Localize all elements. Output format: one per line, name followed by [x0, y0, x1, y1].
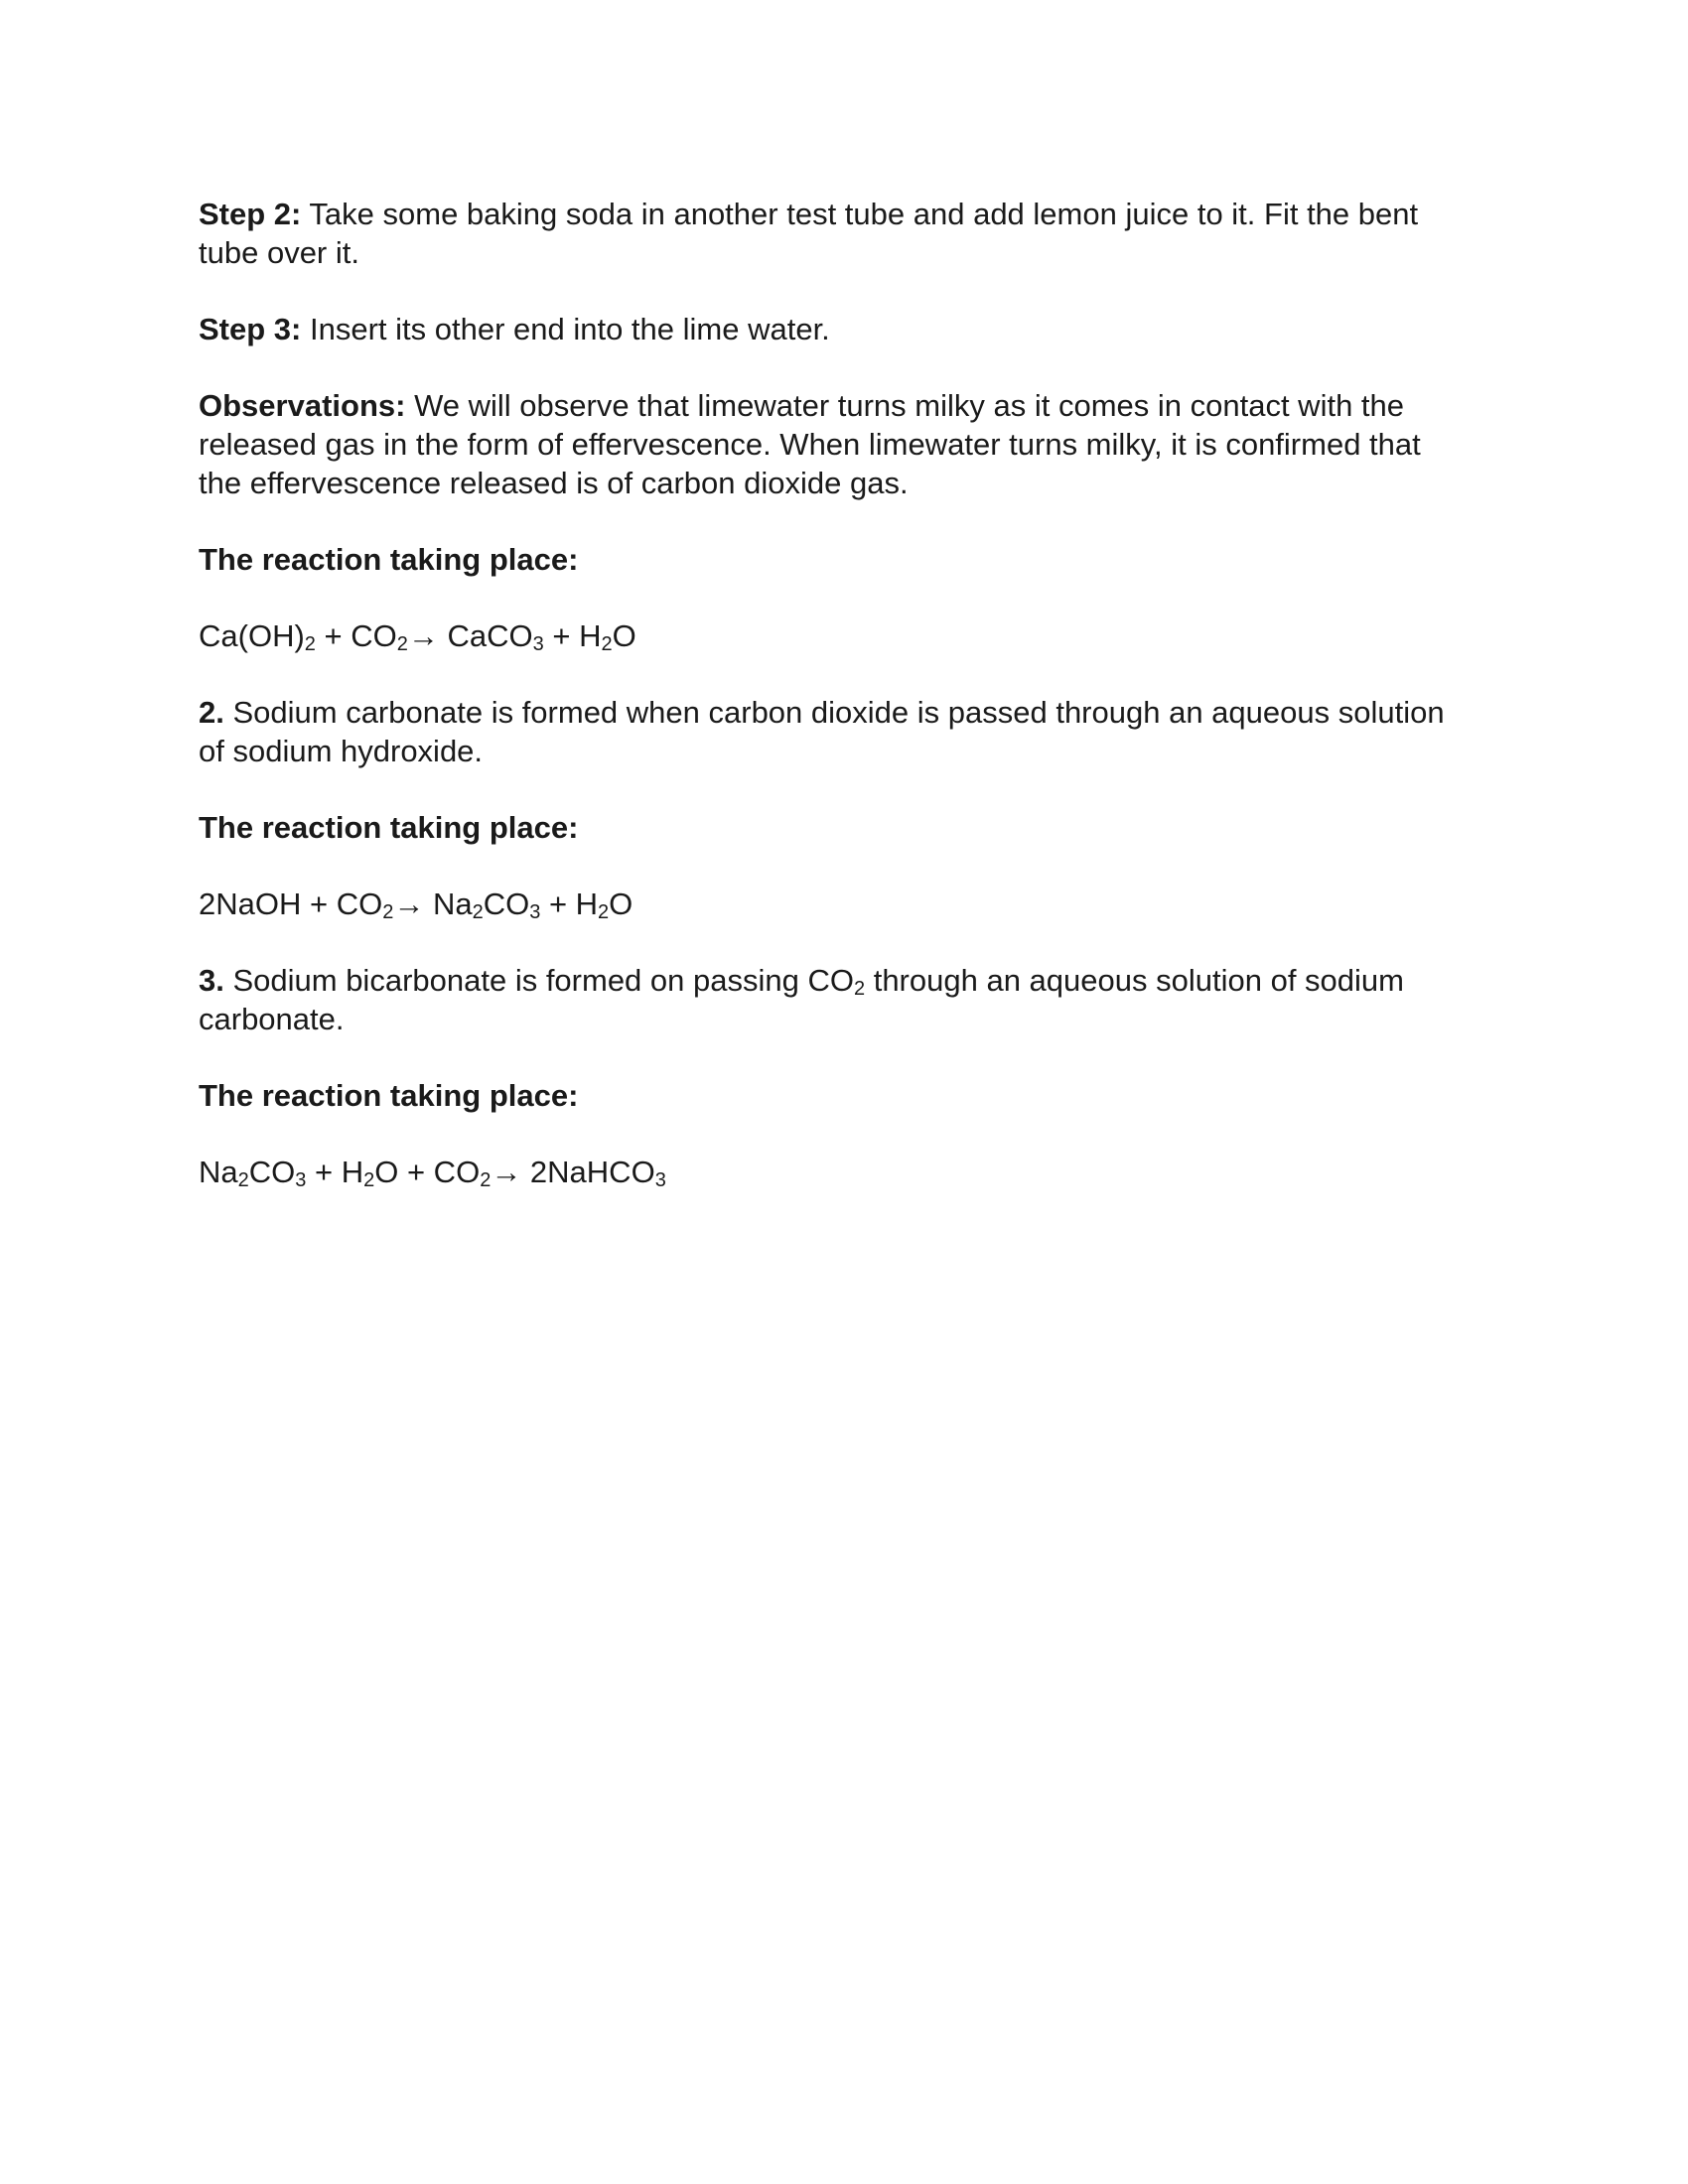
- step-3-label: Step 3:: [199, 312, 302, 346]
- observations-label: Observations:: [199, 388, 406, 423]
- equation-limewater: $Ca(OH)_2 + CO_2\to$ CaCO$_3$ + $H_2O$: [199, 618, 636, 655]
- step-2-label: Step 2:: [199, 197, 302, 231]
- step-3-text: Insert its other end into the lime water.: [301, 312, 830, 346]
- observations-text: We will observe that limewater turns milky as it comes in contact with the released gas in the form of effervescence. When limewater turns milky, it is confirmed that the effervescence released is of carbon dioxide gas.: [199, 388, 1421, 500]
- equation-sodium-bicarbonate: $Na_2CO_3 + H_2O + CO_2\to$ 2NaHCO$_3$: [199, 1155, 666, 1191]
- step-2-paragraph: [199, 195, 1450, 272]
- item-2-label: 2.: [199, 695, 224, 730]
- step-2-text: Take some baking soda in another test tube and add lemon juice to it. Fit the bent tube over it.: [199, 197, 1419, 270]
- item-3-label: 3.: [199, 963, 224, 998]
- step-3-paragraph: [199, 310, 1450, 348]
- item-2-text: Sodium carbonate is formed when carbon dioxide is passed through an aqueous solution of sodium hydroxide.: [199, 695, 1445, 768]
- equation-sodium-carbonate: 2NaOH + $CO_2\to Na_2CO_3 + H_2O$: [199, 887, 633, 923]
- item-2-paragraph: [199, 693, 1450, 770]
- document-page: [199, 195, 1450, 1229]
- reaction-heading-1: The reaction taking place:: [199, 542, 579, 577]
- reaction-heading-3: The reaction taking place:: [199, 1078, 579, 1113]
- item-3-paragraph: 3. Sodium bicarbonate is formed on passing $CO_2$ through an aqueous solution of sodium carbonate.: [199, 963, 1404, 1036]
- reaction-heading-2: The reaction taking place:: [199, 810, 579, 845]
- observations-paragraph: [199, 386, 1450, 502]
